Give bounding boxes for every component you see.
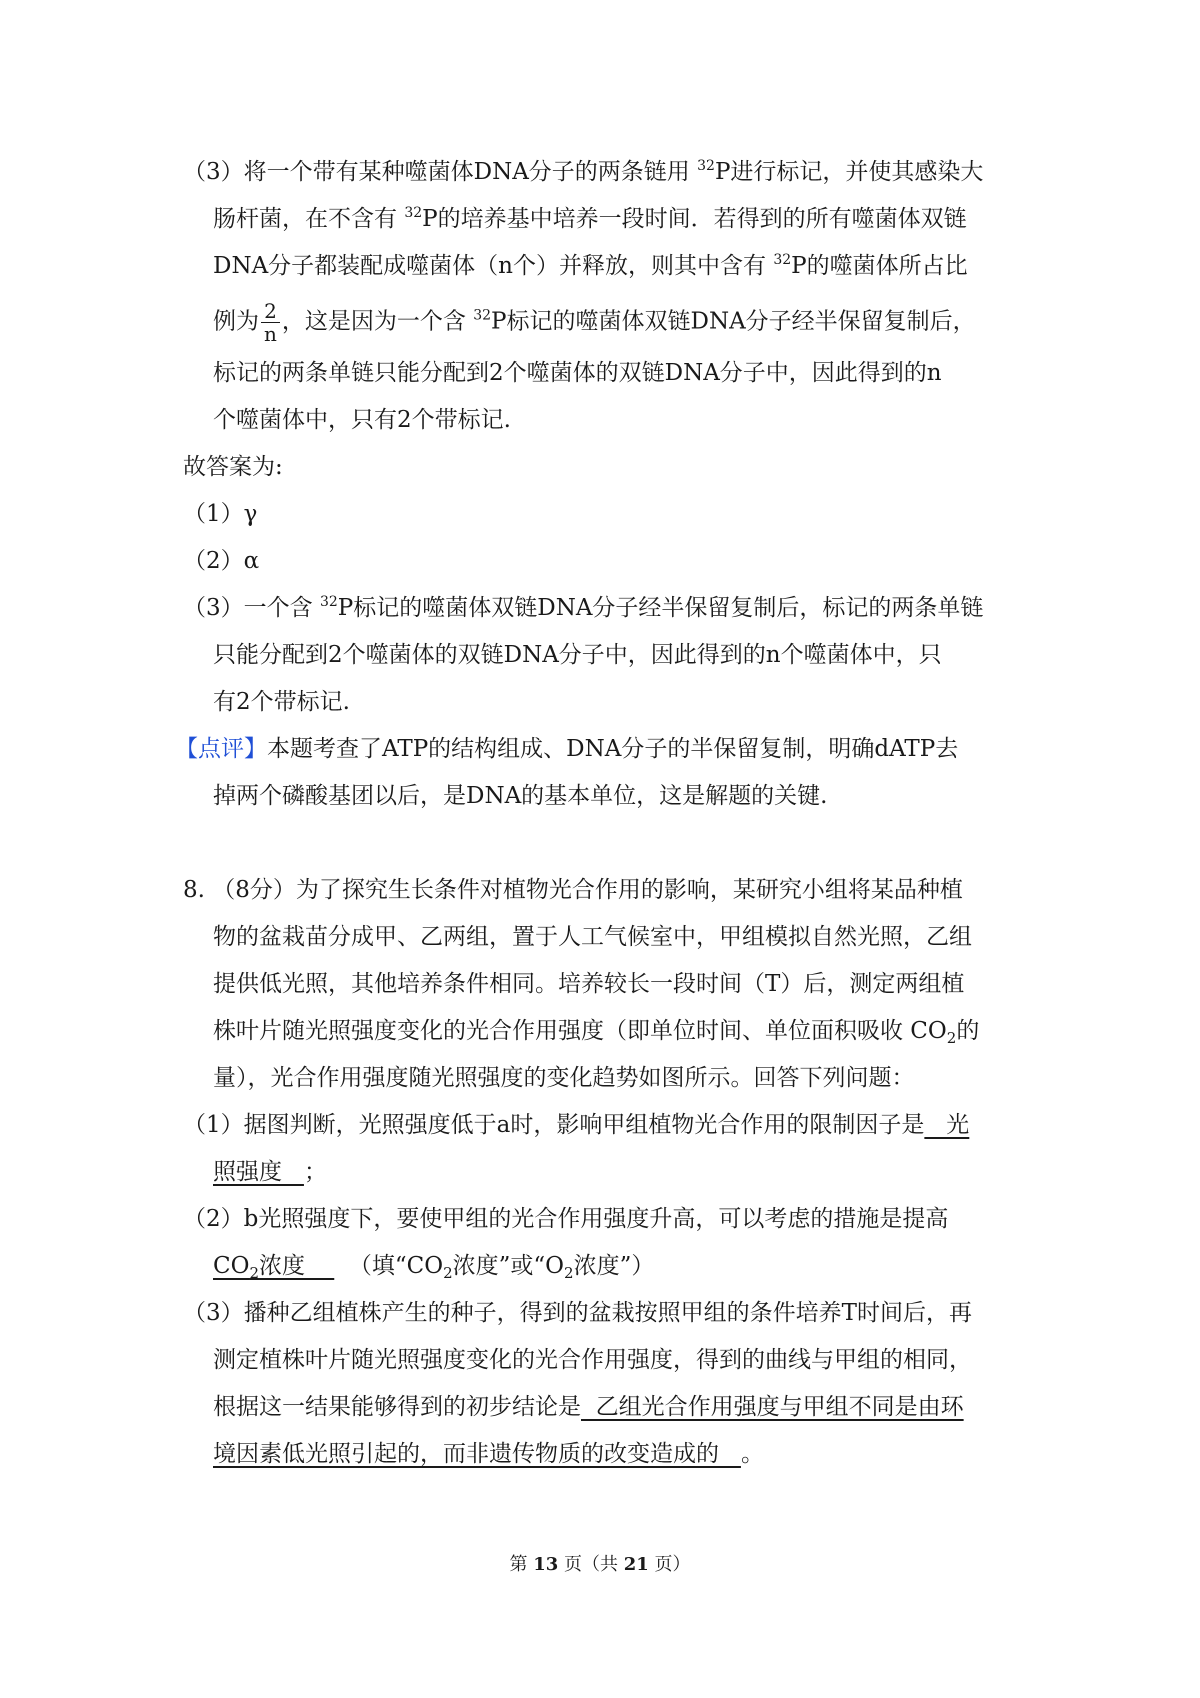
answer-blank-3-cont: 境因素低光照引起的，而非遗传物质的改变造成的 (213, 1441, 741, 1467)
p3-line-2: 肠杆菌，在不含有 $^{32}$P的培养基中培养一段时间．若得到的所有噬菌体双链 (213, 205, 967, 232)
answer-2: （2）α (183, 548, 260, 574)
comment-tag: 【点评】 (175, 736, 267, 762)
p3-line-4: 例为 $\frac{2}{n}$ ，这是因为一个含 $^{32}$P标记的噬菌体双链DNA分子经半保留复制后， (213, 299, 976, 346)
q8-line-3: 提供低光照，其他培养条件相同。培养较长一段时间（T）后，测定两组植 (213, 971, 965, 997)
answer-label: 故答案为: (183, 454, 283, 480)
answer-blank-1-cont: 照强度 (213, 1159, 304, 1185)
fraction: $\frac{2}{n}$ (261, 300, 280, 345)
answer-3-line-3: 有2个带标记. (213, 689, 350, 715)
p3-line-1: （3）将一个带有某种噬菌体DNA分子的两条链用 $^{32}$P进行标记，并使其感染大 (183, 158, 984, 185)
comment-line-1: 【点评】本题考查了ATP的结构组成、DNA分子的半保留复制，明确dATP去 (175, 736, 959, 762)
answer-1: （1）γ (183, 501, 258, 527)
answer-blank-1: 光 (924, 1112, 970, 1138)
answer-blank-2: $CO_2$浓度 (213, 1253, 335, 1282)
q8-sub1-line-2: 照强度 ； (213, 1159, 327, 1185)
q8-sub1-line-1: （1）据图判断，光照强度低于a时，影响甲组植物光合作用的限制因子是 光 (183, 1112, 970, 1138)
answer-3-line-2: 只能分配到2个噬菌体的双链DNA分子中，因此得到的n个噬菌体中，只 (213, 642, 942, 668)
p3-line-6: 个噬菌体中，只有2个带标记. (213, 407, 511, 433)
q8-line-1: 8. （8分）为了探究生长条件对植物光合作用的影响，某研究小组将某品种植 (183, 877, 963, 903)
comment-line-2: 掉两个磷酸基团以后，是DNA的基本单位，这是解题的关键. (213, 783, 828, 809)
q8-sub3-line-4: 境因素低光照引起的，而非遗传物质的改变造成的 。 (213, 1441, 764, 1467)
answer-blank-3: 乙组光合作用强度与甲组不同是由环 (581, 1394, 964, 1420)
p3-line-3: DNA分子都装配成噬菌体（n个）并释放，则其中含有 $^{32}$P的噬菌体所占比 (213, 252, 968, 279)
q8-line-5: 量），光合作用强度随光照强度的变化趋势如图所示。回答下列问题： (213, 1065, 915, 1091)
q8-sub3-line-3: 根据这一结果能够得到的初步结论是 乙组光合作用强度与甲组不同是由环 (213, 1394, 964, 1420)
q8-sub2-line-1: （2）b光照强度下，要使甲组的光合作用强度升高，可以考虑的措施是提高 (183, 1206, 949, 1232)
page-total: 21 (623, 1554, 649, 1575)
page-number: 13 (533, 1554, 559, 1575)
answer-3-line-1: （3）一个含 $^{32}$P标记的噬菌体双链DNA分子经半保留复制后，标记的两条单链 (183, 594, 984, 621)
q8-sub3-line-1: （3）播种乙组植株产生的种子，得到的盆栽按照甲组的条件培养T时间后，再 (183, 1300, 972, 1326)
p3-line-5: 标记的两条单链只能分配到2个噬菌体的双链DNA分子中，因此得到的n (213, 360, 942, 386)
q8-sub3-line-2: 测定植株叶片随光照强度变化的光合作用强度，得到的曲线与甲组的相同， (213, 1347, 972, 1373)
q8-line-4: 株叶片随光照强度变化的光合作用强度（即单位时间、单位面积吸收 $CO_2$的 (213, 1018, 980, 1047)
q8-sub2-line-2: $CO_2$浓度 （填“$CO_2$浓度”或“$O_2$浓度”） (213, 1253, 655, 1282)
q8-line-2: 物的盆栽苗分成甲、乙两组，置于人工气候室中，甲组模拟自然光照，乙组 (213, 924, 972, 950)
page-footer: 第 13 页（共 21 页） (509, 1554, 691, 1575)
